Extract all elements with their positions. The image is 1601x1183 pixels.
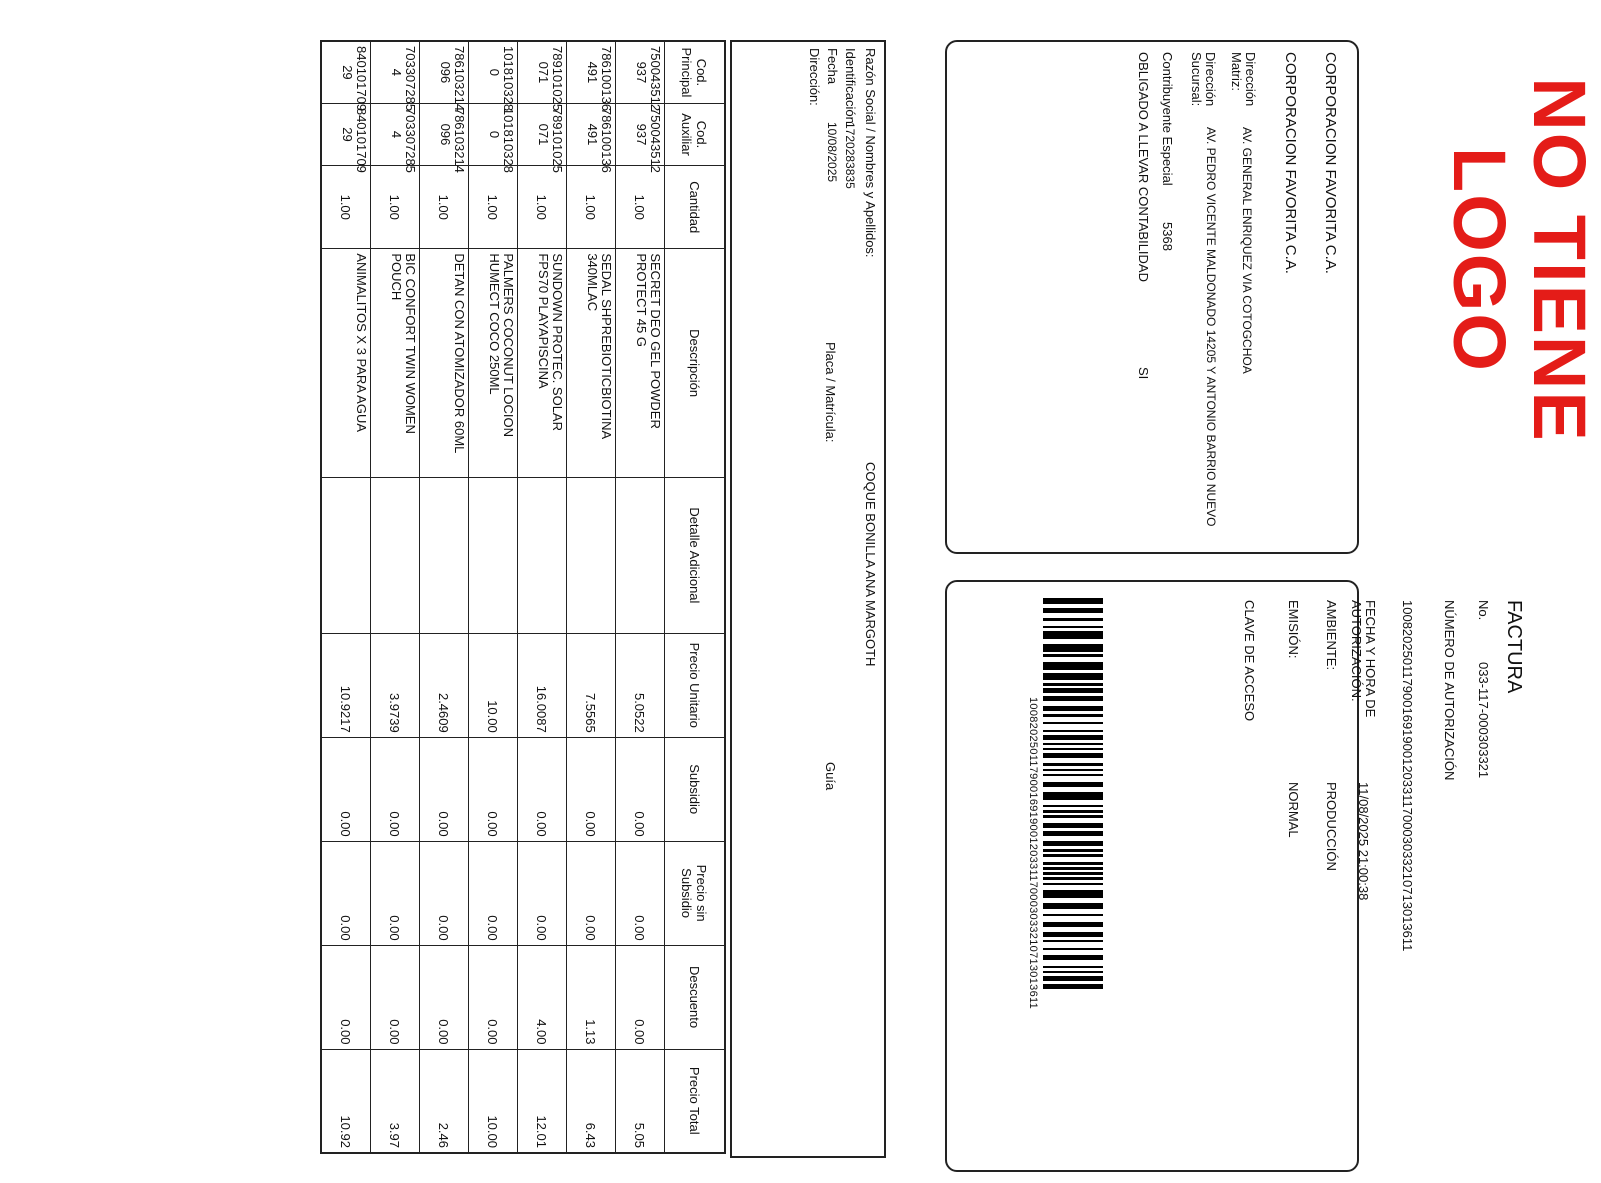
dir-matriz: AV. GENERAL ENRIQUEZ VIA COTOGCHOA <box>1240 127 1254 374</box>
barcode-bar <box>1043 940 1103 943</box>
cell-subsidio: 0.00 <box>420 737 469 841</box>
client-fecha-label: Fecha <box>825 48 840 85</box>
cell-descuento: 0.00 <box>321 945 371 1049</box>
cell-cod-principal: 750043512 937 <box>616 41 665 103</box>
cell-detalle <box>321 477 371 633</box>
barcode-bar <box>1043 748 1103 751</box>
barcode-bar <box>1043 792 1103 800</box>
barcode-bar <box>1043 598 1103 604</box>
barcode-bar <box>1043 683 1103 686</box>
items-table <box>320 40 726 1154</box>
col-header: Cantidad <box>665 166 726 249</box>
contribuyente-value: 5368 <box>1160 222 1175 251</box>
cell-cantidad: 1.00 <box>518 166 567 249</box>
cell-precio-sin-subsidio: 0.00 <box>616 841 665 945</box>
barcode-bar <box>1043 782 1103 787</box>
cell-precio-sin-subsidio: 0.00 <box>469 841 518 945</box>
cell-precio-total: 6.43 <box>567 1049 616 1153</box>
cell-precio-unitario: 16.0087 <box>518 633 567 737</box>
barcode-bar <box>1043 763 1103 766</box>
cell-precio-unitario: 10.9217 <box>321 633 371 737</box>
cell-descuento: 0.00 <box>420 945 469 1049</box>
table-row <box>420 41 469 1153</box>
logo-placeholder: NO TIENE LOGO <box>1438 77 1601 443</box>
table-header-row <box>665 41 726 1153</box>
cell-detalle <box>420 477 469 633</box>
cell-cantidad: 1.00 <box>321 166 371 249</box>
barcode-bar <box>1043 932 1103 937</box>
cell-precio-unitario: 5.0522 <box>616 633 665 737</box>
contabilidad-value: SI <box>1136 367 1151 380</box>
cell-descripcion: BIC CONFORT TWIN WOMEN POUCH <box>371 249 420 478</box>
issuer-razon-social: CORPORACION FAVORITA C.A. <box>1322 52 1339 274</box>
cell-cod-auxiliar: 786100136 491 <box>567 103 616 165</box>
cell-descuento: 4.00 <box>518 945 567 1049</box>
barcode-bar <box>1043 862 1103 865</box>
cell-precio-unitario: 7.5565 <box>567 633 616 737</box>
cell-precio-unitario: 10.00 <box>469 633 518 737</box>
cell-subsidio: 0.00 <box>469 737 518 841</box>
cell-cod-auxiliar: 750043512 937 <box>616 103 665 165</box>
table-row <box>518 41 567 1153</box>
barcode-bar <box>1043 662 1103 670</box>
barcode-bar <box>1043 976 1103 981</box>
issuer-box <box>945 40 1359 554</box>
cell-cod-principal: 786103214 096 <box>420 41 469 103</box>
barcode-bar <box>1043 984 1103 989</box>
barcode-bar <box>1043 872 1103 875</box>
barcode-bar <box>1043 714 1103 717</box>
cell-descuento: 0.00 <box>469 945 518 1049</box>
col-header: Precio Unitario <box>665 633 726 737</box>
cell-subsidio: 0.00 <box>371 737 420 841</box>
table-row <box>321 41 371 1153</box>
barcode-bar <box>1043 867 1103 870</box>
barcode-bar <box>1043 618 1103 621</box>
cell-cantidad: 1.00 <box>469 166 518 249</box>
barcode-bar <box>1043 955 1103 960</box>
barcode-bar <box>1043 654 1103 657</box>
factura-box <box>945 580 1525 1172</box>
cell-precio-sin-subsidio: 0.00 <box>371 841 420 945</box>
cell-descuento: 1.13 <box>567 945 616 1049</box>
cell-descripcion: PALMERS COCONUT LOCION HUMECT COCO 250ML <box>469 249 518 478</box>
cell-cod-auxiliar: 840101709 29 <box>321 103 371 165</box>
barcode-bar <box>1043 626 1103 629</box>
barcode-bar <box>1043 774 1103 777</box>
clave-label: CLAVE DE ACCESO <box>1242 600 1257 722</box>
barcode-bar <box>1043 849 1103 852</box>
cell-cantidad: 1.00 <box>616 166 665 249</box>
cell-detalle <box>518 477 567 633</box>
cell-precio-sin-subsidio: 0.00 <box>321 841 371 945</box>
barcode-bar <box>1043 903 1103 908</box>
barcode-bar <box>1043 831 1103 836</box>
cell-precio-sin-subsidio: 0.00 <box>420 841 469 945</box>
client-direccion-label: Dirección: <box>807 48 822 106</box>
client-razon: COQUE BONILLA ANA MARGOTH <box>863 462 878 667</box>
guia-label: Guía <box>823 762 838 791</box>
auth-date: 11/08/2025 21:00:38 <box>1356 782 1371 901</box>
dir-matriz-label: Dirección Matriz: <box>1229 52 1258 107</box>
cell-precio-sin-subsidio: 0.00 <box>567 841 616 945</box>
barcode-bar <box>1043 883 1103 886</box>
cell-detalle <box>616 477 665 633</box>
cell-cantidad: 1.00 <box>371 166 420 249</box>
cell-cod-principal: 101810328 0 <box>469 41 518 103</box>
barcode-bar <box>1043 966 1103 969</box>
barcode-bar <box>1043 722 1103 725</box>
auth-number-label: NÚMERO DE AUTORIZACIÓN <box>1442 600 1457 781</box>
cell-cod-auxiliar: 101810328 0 <box>469 103 518 165</box>
barcode-bar <box>1043 753 1103 758</box>
cell-subsidio: 0.00 <box>567 737 616 841</box>
client-box <box>730 40 886 1158</box>
col-header: Cod. Principal <box>665 41 726 103</box>
cell-precio-unitario: 3.9739 <box>371 633 420 737</box>
cell-cod-auxiliar: 789101025 071 <box>518 103 567 165</box>
barcode-bar <box>1043 971 1103 974</box>
factura-no-label: No. <box>1476 600 1491 621</box>
client-fecha: 10/08/2025 <box>825 122 839 183</box>
cell-precio-total: 3.97 <box>371 1049 420 1153</box>
cell-descuento: 0.00 <box>616 945 665 1049</box>
col-header: Detalle Adicional <box>665 477 726 633</box>
dir-sucursal-label: Dirección Sucursal: <box>1189 52 1218 107</box>
emision-label: EMISIÓN: <box>1286 600 1301 659</box>
cell-descripcion: SEDAL SHPREBIOTICBIOTINA 340MLAC <box>567 249 616 478</box>
barcode-bar <box>1043 696 1103 701</box>
cell-descripcion: ANIMALITOS X 3 PARA AGUA <box>321 249 371 478</box>
barcode-bar <box>1043 735 1103 740</box>
barcode-bar <box>1043 890 1103 898</box>
cell-precio-total: 12.01 <box>518 1049 567 1153</box>
cell-subsidio: 0.00 <box>321 737 371 841</box>
col-header: Descuento <box>665 945 726 1049</box>
col-header: Precio Total <box>665 1049 726 1153</box>
cell-descuento: 0.00 <box>371 945 420 1049</box>
client-id-label: Identificación <box>843 48 858 124</box>
cell-subsidio: 0.00 <box>616 737 665 841</box>
placa-label: Placa / Matrícula: <box>823 342 838 443</box>
clave-acceso: 1008202501179001691900120331170003033210713013611 <box>1027 696 1039 1010</box>
barcode-bar <box>1043 805 1103 808</box>
col-header: Cod. Auxiliar <box>665 103 726 165</box>
cell-detalle <box>567 477 616 633</box>
cell-cantidad: 1.00 <box>567 166 616 249</box>
cell-cod-principal: 789101025 071 <box>518 41 567 103</box>
auth-date-label: FECHA Y HORA DE AUTORIZACIÓN: <box>1349 600 1378 718</box>
cell-subsidio: 0.00 <box>518 737 567 841</box>
barcode-bar <box>1043 823 1103 828</box>
barcode-bar <box>1043 877 1103 880</box>
cell-precio-total: 5.05 <box>616 1049 665 1153</box>
cell-descripcion: SUNDOWN PROTEC. SOLAR FPS70 PLAYAPISCINA <box>518 249 567 478</box>
col-header: Descripción <box>665 249 726 478</box>
barcode-bar <box>1043 948 1103 951</box>
factura-title: FACTURA <box>1503 600 1525 694</box>
barcode-bar <box>1043 841 1103 846</box>
cell-cod-principal: 786100136 491 <box>567 41 616 103</box>
cell-descripcion: SECRET DEO GEL POWDER PROTECT 45 G <box>616 249 665 478</box>
barcode-bar <box>1043 743 1103 746</box>
cell-precio-sin-subsidio: 0.00 <box>518 841 567 945</box>
emision: NORMAL <box>1286 782 1301 838</box>
cell-cod-principal: 703307285 4 <box>371 41 420 103</box>
cell-cod-auxiliar: 786103214 096 <box>420 103 469 165</box>
cell-cod-principal: 840101709 29 <box>321 41 371 103</box>
ambiente: PRODUCCIÓN <box>1324 782 1339 871</box>
table-row <box>567 41 616 1153</box>
table-row <box>616 41 665 1153</box>
cell-cod-auxiliar: 703307285 4 <box>371 103 420 165</box>
cell-precio-total: 10.92 <box>321 1049 371 1153</box>
barcode-bar <box>1043 608 1103 613</box>
ambiente-label: AMBIENTE: <box>1324 600 1339 671</box>
barcode-bar <box>1043 854 1103 857</box>
barcode-bar <box>1043 769 1103 772</box>
barcode-bar <box>1043 815 1103 818</box>
col-header: Precio sin Subsidio <box>665 841 726 945</box>
dir-sucursal: AV. PEDRO VICENTE MALDONADO 14205 Y ANTONIO BARRIO NUEVO <box>1204 127 1218 527</box>
barcode-bar <box>1043 706 1103 711</box>
cell-descripcion: DETAN CON ATOMIZADOR 60ML <box>420 249 469 478</box>
cell-precio-unitario: 2.4609 <box>420 633 469 737</box>
barcode-bar <box>1043 914 1103 917</box>
contabilidad-label: OBLIGADO A LLEVAR CONTABILIDAD <box>1136 52 1151 282</box>
barcode-area <box>1013 598 1103 1108</box>
barcode-bar <box>1043 810 1103 813</box>
barcode-bar <box>1043 730 1103 733</box>
cell-precio-total: 2.46 <box>420 1049 469 1153</box>
cell-precio-total: 10.00 <box>469 1049 518 1153</box>
col-header: Subsidio <box>665 737 726 841</box>
barcode-bar <box>1043 644 1103 652</box>
table-row <box>371 41 420 1153</box>
client-razon-label: Razón Social / Nombres y Apellidos: <box>863 48 878 258</box>
barcode-bar <box>1043 631 1103 639</box>
contribuyente-label: Contribuyente Especial <box>1160 52 1175 186</box>
barcode-bar <box>1043 688 1103 693</box>
barcode-bar <box>1043 922 1103 927</box>
cell-detalle <box>371 477 420 633</box>
table-row <box>469 41 518 1153</box>
cell-detalle <box>469 477 518 633</box>
cell-cantidad: 1.00 <box>420 166 469 249</box>
client-id: 1720283835 <box>843 122 857 189</box>
auth-number: 1008202501179001691900120331170003033210713013611 <box>1400 600 1415 952</box>
barcode-bar <box>1043 673 1103 681</box>
barcode-image <box>1043 598 1103 1108</box>
issuer-nombre-comercial: CORPORACION FAVORITA C.A. <box>1282 52 1299 274</box>
factura-no: 033-117-000303321 <box>1476 662 1491 779</box>
